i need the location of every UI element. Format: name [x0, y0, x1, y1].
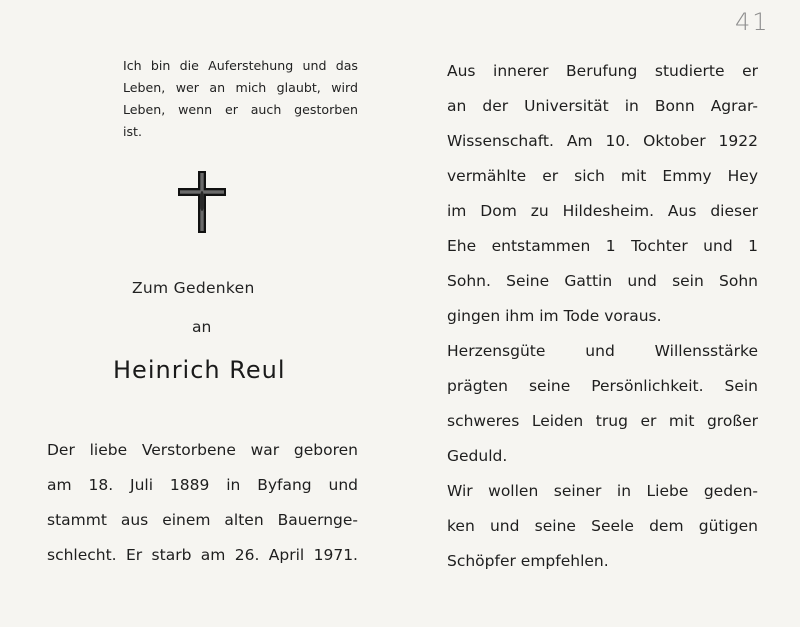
bio-line: ken und seine Seele dem gütigen: [447, 517, 758, 535]
bio-line: Sohn. Seine Gattin und sein Sohn: [447, 272, 758, 290]
bio-line: stammt aus einem alten Bauernge-: [47, 511, 358, 529]
bio-line: Wissenschaft. Am 10. Oktober 1922: [447, 132, 758, 150]
bio-line: Wir wollen seiner in Liebe geden-: [447, 482, 758, 500]
handwritten-note: 41: [735, 8, 770, 36]
bio-line: vermählte er sich mit Emmy Hey: [447, 167, 758, 185]
verse-line: Leben, wenn er auch gestorben: [123, 102, 358, 117]
bio-line: Ehe entstammen 1 Tochter und 1: [447, 237, 758, 255]
in-memory-label: Zum Gedenken: [132, 279, 255, 297]
bible-verse: [123, 55, 358, 143]
bio-line: gingen ihm im Tode voraus.: [447, 307, 662, 325]
biography-right: [447, 54, 758, 579]
verse-line: Leben, wer an mich glaubt, wird: [123, 80, 358, 95]
deceased-name: Heinrich Reul: [113, 356, 286, 384]
bio-line: an der Universität in Bonn Agrar-: [447, 97, 758, 115]
bio-line: Aus innerer Berufung studierte er: [447, 62, 758, 80]
bio-line: am 18. Juli 1889 in Byfang und: [47, 476, 358, 494]
bio-line: im Dom zu Hildesheim. Aus dieser: [447, 202, 758, 220]
biography-left: [47, 433, 358, 573]
cross-icon: [178, 171, 226, 233]
bio-line: schlecht. Er starb am 26. April 1971.: [47, 546, 358, 564]
right-page: [400, 0, 800, 627]
verse-line: ist.: [123, 124, 143, 139]
bio-line: prägten seine Persönlichkeit. Sein: [447, 377, 758, 395]
bio-line: Geduld.: [447, 447, 508, 465]
bio-line: Der liebe Verstorbene war geboren: [47, 441, 358, 459]
in-memory-of-label: an: [192, 318, 212, 336]
bio-line: schweres Leiden trug er mit großer: [447, 412, 758, 430]
verse-line: Ich bin die Auferstehung und das: [123, 58, 358, 73]
bio-line: Schöpfer empfehlen.: [447, 552, 609, 570]
bio-line: Herzensgüte und Willensstärke: [447, 342, 758, 360]
